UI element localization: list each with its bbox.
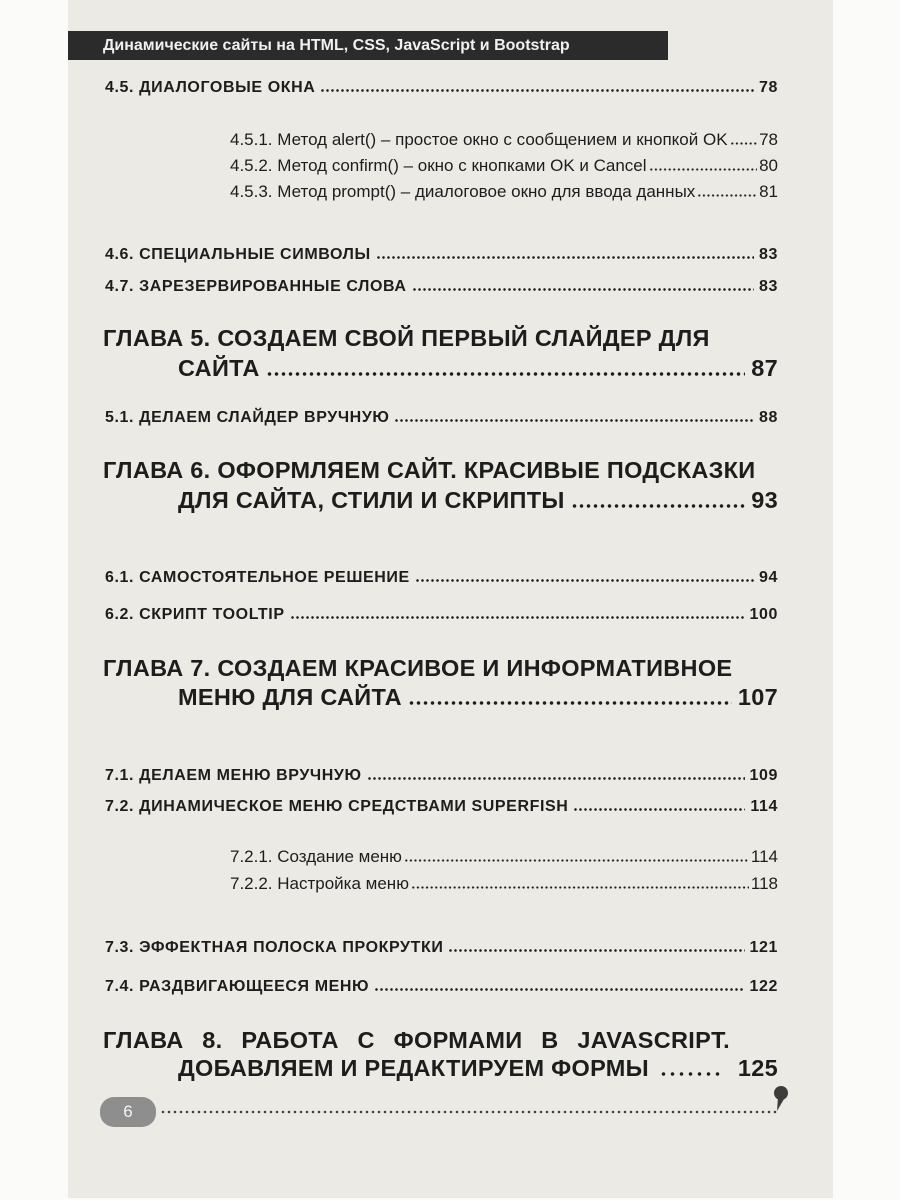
- dot-leader: [266, 372, 746, 376]
- toc-section-5-1: [105, 408, 778, 428]
- toc-section-4-5: [105, 78, 778, 98]
- toc-page-number: 100: [749, 606, 778, 623]
- running-header-bar: [68, 31, 668, 60]
- toc-chapter-7-line-2: [178, 682, 778, 712]
- dot-leader: [730, 142, 758, 145]
- toc-entry-title: 4.5.3. Метод prompt() – диалоговое окно для ввода данных: [230, 182, 696, 201]
- toc-page-number: 83: [759, 278, 778, 295]
- toc-page-number: 125: [737, 1055, 778, 1081]
- toc-chapter-8-line-1: [103, 1025, 778, 1055]
- dot-leader: [374, 988, 744, 991]
- dot-leader: [573, 808, 745, 811]
- toc-entry-title: 7.1. ДЕЛАЕМ МЕНЮ ВРУЧНУЮ: [105, 767, 362, 784]
- toc-chapter-title-continued: МЕНЮ ДЛЯ САЙТА: [178, 684, 402, 710]
- toc-entry-title: 7.2. ДИНАМИЧЕСКОЕ МЕНЮ СРЕДСТВАМИ SUPERFISH: [105, 798, 569, 815]
- toc-entry-title: 7.3. ЭФФЕКТНАЯ ПОЛОСКА ПРОКРУТКИ: [105, 939, 444, 956]
- toc-page-number: 114: [750, 798, 778, 815]
- end-marker-dot: [774, 1086, 788, 1100]
- toc-chapter-title: ГЛАВА 5. СОЗДАЕМ СВОЙ ПЕРВЫЙ СЛАЙДЕР ДЛЯ: [103, 325, 710, 351]
- toc-subsection-4-5-2: [230, 155, 778, 177]
- toc-page-number: 94: [759, 569, 778, 586]
- toc-section-4-6: [105, 245, 778, 265]
- toc-entry-title: 6.2. СКРИПТ TOOLTIP: [105, 606, 285, 623]
- dot-leader: [411, 886, 749, 889]
- footer-dotted-rule: [160, 1110, 778, 1114]
- toc-entry-title: 6.1. САМОСТОЯТЕЛЬНОЕ РЕШЕНИЕ: [105, 569, 410, 586]
- toc-section-7-3: [105, 938, 778, 958]
- dot-leader: [367, 777, 745, 780]
- toc-page-number: 122: [749, 978, 778, 995]
- toc-entry-title: 4.5.1. Метод alert() – простое окно с сообщением и кнопкой OK: [230, 130, 728, 149]
- toc-subsection-7-2-1: [230, 846, 778, 868]
- toc-chapter-5-line-1: [103, 323, 778, 353]
- toc-subsection-4-5-3: [230, 181, 778, 203]
- running-header-title: Динамические сайты на HTML, CSS, JavaScript и Bootstrap: [103, 37, 570, 54]
- toc-entry-title: 5.1. ДЕЛАЕМ СЛАЙДЕР ВРУЧНУЮ: [105, 409, 390, 426]
- end-marker-tail: [777, 1097, 784, 1111]
- toc-entry-title: 7.2.2. Настройка меню: [230, 874, 409, 893]
- dot-leader: [404, 859, 749, 862]
- toc-subsection-4-5-1: [230, 129, 778, 151]
- toc-page-number: 87: [751, 355, 778, 381]
- toc-page-number: 78: [759, 130, 778, 149]
- toc-chapter-8-line-2: [178, 1053, 778, 1083]
- toc-entry-title: 7.2.1. Создание меню: [230, 847, 402, 866]
- dot-leader: [376, 256, 754, 259]
- folio-page-number: 6: [100, 1097, 156, 1127]
- dot-leader: [649, 168, 758, 171]
- toc-chapter-5-line-2: [178, 353, 778, 383]
- toc-chapter-6-line-2: [178, 485, 778, 515]
- toc-chapter-7-line-1: [103, 653, 778, 683]
- toc-chapter-title-continued: ДЛЯ САЙТА, СТИЛИ И СКРИПТЫ: [178, 487, 565, 513]
- toc-section-7-2: [105, 797, 778, 817]
- dot-leader: [412, 288, 754, 291]
- toc-page-number: 93: [751, 487, 778, 513]
- toc-page-number: 81: [759, 182, 778, 201]
- toc-chapter-title-continued: САЙТА: [178, 355, 260, 381]
- toc-page-number: 114: [750, 847, 778, 866]
- toc-page-number: 109: [749, 767, 778, 784]
- dot-leader: [290, 616, 745, 619]
- dot-leader: [697, 194, 757, 197]
- toc-entry-title: 4.5.2. Метод confirm() – окно с кнопками OK и Cancel: [230, 156, 647, 175]
- dot-leader: [394, 419, 754, 422]
- toc-section-7-1: [105, 766, 778, 786]
- toc-section-6-2: [105, 605, 778, 625]
- dot-leader: [320, 89, 754, 92]
- toc-entry-title: 4.6. СПЕЦИАЛЬНЫЕ СИМВОЛЫ: [105, 246, 371, 263]
- footer-end-marker-icon: [772, 1084, 790, 1114]
- toc-page-number: 118: [750, 874, 778, 893]
- dot-leader: [659, 1072, 724, 1076]
- toc-page-number: 80: [759, 156, 778, 175]
- dot-leader: [408, 701, 732, 705]
- toc-page-number: 121: [749, 939, 778, 956]
- toc-page-number: 88: [759, 409, 778, 426]
- toc-page-number: 107: [737, 684, 778, 710]
- toc-entry-title: 4.7. ЗАРЕЗЕРВИРОВАННЫЕ СЛОВА: [105, 278, 407, 295]
- toc-page-number: 83: [759, 246, 778, 263]
- toc-section-7-4: [105, 977, 778, 997]
- toc-entry-title: 7.4. РАЗДВИГАЮЩЕЕСЯ МЕНЮ: [105, 978, 370, 995]
- dot-leader: [448, 949, 744, 952]
- toc-chapter-6-line-1: [103, 455, 778, 485]
- toc-section-6-1: [105, 568, 778, 588]
- dot-leader: [415, 579, 754, 582]
- toc-entry-title: 4.5. ДИАЛОГОВЫЕ ОКНА: [105, 79, 316, 96]
- toc-chapter-title-continued: ДОБАВЛЯЕМ И РЕДАКТИРУЕМ ФОРМЫ: [178, 1055, 649, 1081]
- toc-section-4-7: [105, 277, 778, 297]
- toc-subsection-7-2-2: [230, 873, 778, 895]
- toc-chapter-title: ГЛАВА 7. СОЗДАЕМ КРАСИВОЕ И ИНФОРМАТИВНОЕ: [103, 655, 733, 681]
- toc-page-number: 78: [759, 79, 778, 96]
- toc-chapter-title: ГЛАВА 6. ОФОРМЛЯЕМ САЙТ. КРАСИВЫЕ ПОДСКАЗКИ: [103, 457, 756, 483]
- dot-leader: [571, 504, 746, 508]
- toc-chapter-title: ГЛАВА 8. РАБОТА С ФОРМАМИ В JAVASCRIPT.: [103, 1027, 730, 1053]
- book-page: [68, 0, 833, 1198]
